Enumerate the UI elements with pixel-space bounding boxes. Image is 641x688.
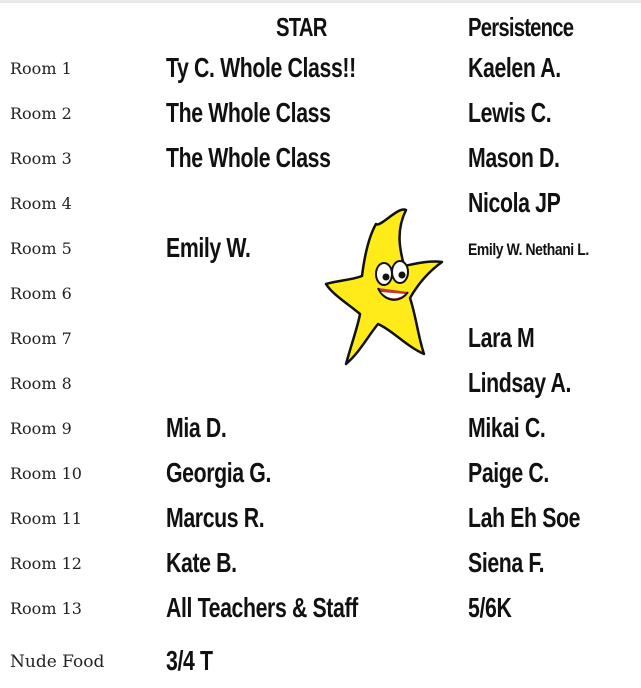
- persistence-award: Lara M: [468, 322, 535, 353]
- room-label: Room 4: [10, 194, 72, 213]
- star-award: The Whole Class: [166, 97, 331, 128]
- star-award: Georgia G.: [166, 457, 271, 488]
- persistence-award: Lindsay A.: [468, 367, 572, 398]
- persistence-award: Emily W. Nethani L.: [468, 240, 589, 259]
- star-award: The Whole Class: [166, 142, 331, 173]
- table-row: [0, 543, 641, 588]
- star-award: Emily W.: [166, 232, 251, 263]
- persistence-award: 5/6K: [468, 592, 512, 623]
- table-row: [0, 138, 641, 183]
- top-divider: [0, 0, 641, 3]
- persistence-award: Nicola JP: [468, 187, 561, 218]
- table-row: [0, 408, 641, 453]
- star-column-header: STAR: [276, 12, 327, 42]
- smiling-star-icon: [318, 204, 448, 374]
- table-row: [0, 588, 641, 633]
- star-award: Marcus R.: [166, 502, 265, 533]
- table-row: [0, 93, 641, 138]
- room-label: Room 2: [10, 104, 72, 123]
- table-row: [0, 633, 641, 688]
- room-label: Room 7: [10, 329, 72, 348]
- persistence-award: Lewis C.: [468, 97, 552, 128]
- table-row: [0, 498, 641, 543]
- persistence-award: Mason D.: [468, 142, 560, 173]
- room-label: Room 10: [10, 464, 82, 483]
- room-label: Room 13: [10, 599, 82, 618]
- room-label: Room 5: [10, 239, 72, 258]
- persistence-award: Lah Eh Soe: [468, 502, 581, 533]
- persistence-award: Siena F.: [468, 547, 545, 578]
- room-label: Room 8: [10, 374, 72, 393]
- table-row: [0, 48, 641, 93]
- room-label: Room 1: [10, 59, 72, 78]
- star-award: Mia D.: [166, 412, 227, 443]
- room-label: Room 12: [10, 554, 82, 573]
- table-row: [0, 453, 641, 498]
- star-award: Kate B.: [166, 547, 237, 578]
- room-label: Room 11: [10, 509, 82, 528]
- persistence-award: Paige C.: [468, 457, 549, 488]
- persistence-award: Mikai C.: [468, 412, 546, 443]
- persistence-column-header: Persistence: [468, 12, 574, 42]
- star-award: 3/4 T: [166, 645, 213, 676]
- room-label: Room 9: [10, 419, 72, 438]
- star-award: Ty C. Whole Class!!: [166, 52, 356, 83]
- room-label: Room 3: [10, 149, 72, 168]
- room-label: Room 6: [10, 284, 72, 303]
- room-label: Nude Food: [10, 652, 105, 672]
- persistence-award: Kaelen A.: [468, 52, 561, 83]
- star-award: All Teachers & Staff: [166, 592, 358, 623]
